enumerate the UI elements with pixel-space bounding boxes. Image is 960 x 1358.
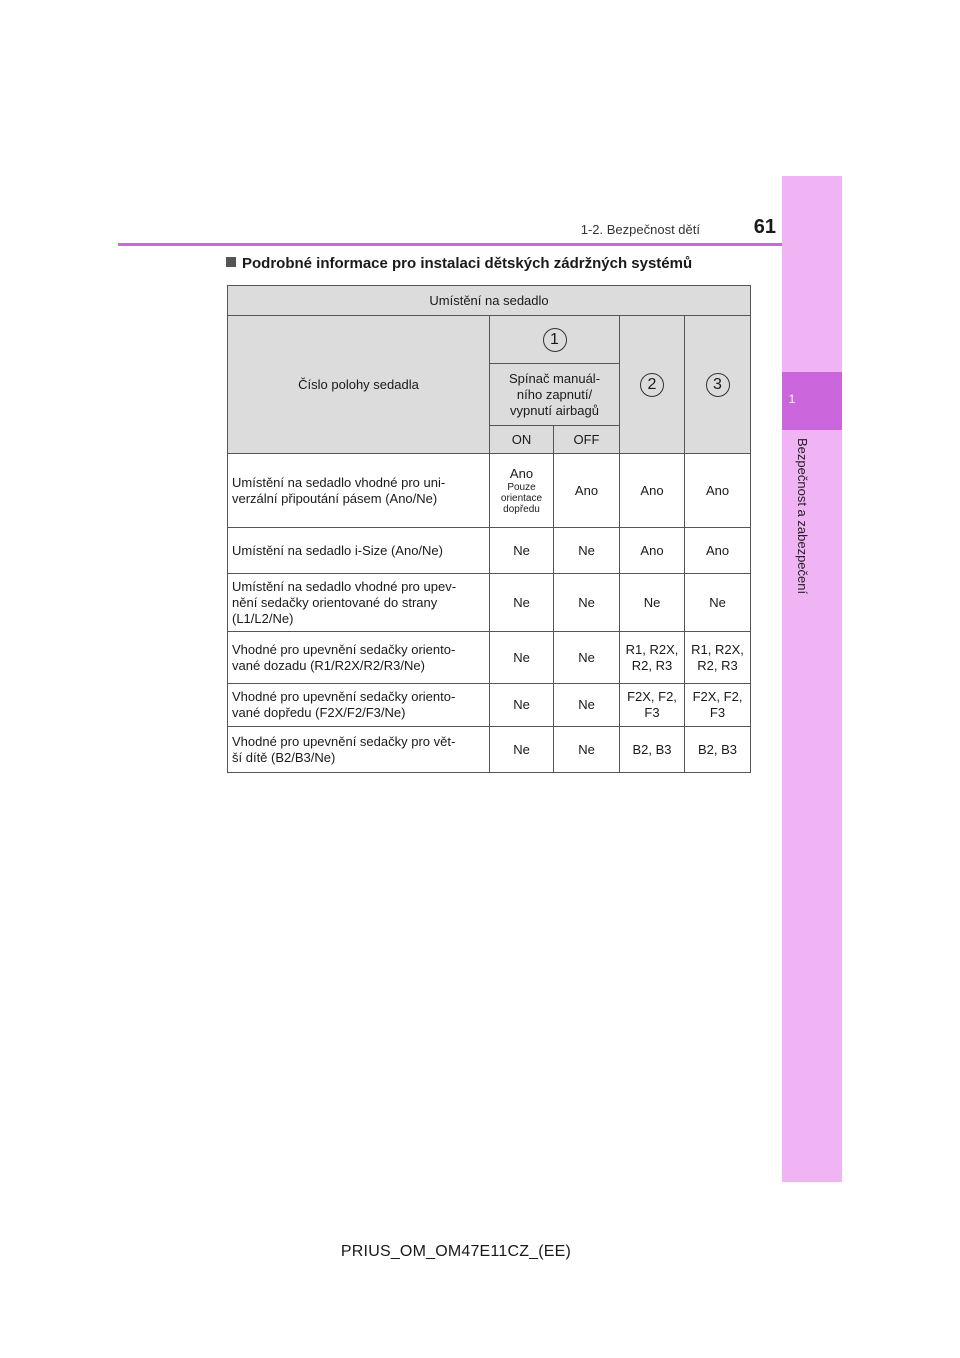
table-row	[228, 727, 751, 773]
off-cell: Ano	[554, 454, 620, 528]
table-row	[228, 574, 751, 632]
seat-3-cell: Ano	[685, 454, 751, 528]
chapter-side-tab	[782, 176, 842, 1182]
row-label: Umístění na sedadlo vhodné pro upev- nění sedačky orientované do strany (L1/L2/Ne)	[228, 574, 490, 632]
document-code-footer	[0, 1243, 960, 1261]
page-number: 61	[753, 216, 776, 238]
chapter-title: Bezpečnost a zabezpečení	[795, 438, 810, 595]
row-label: Umístění na sedadlo i-Size (Ano/Ne)	[228, 528, 490, 574]
table-row	[228, 632, 751, 684]
table-title: Umístění na sedadlo	[228, 286, 751, 316]
on-label: ON	[490, 426, 554, 454]
row-label: Vhodné pro upevnění sedačky pro vět- ší dítě (B2/B3/Ne)	[228, 727, 490, 773]
seat-2-cell: R1, R2X, R2, R3	[620, 632, 685, 684]
square-bullet-icon	[226, 257, 236, 267]
off-cell: Ne	[554, 528, 620, 574]
on-value: Ano	[509, 466, 534, 481]
seat-number-label: Číslo polohy sedadla	[228, 316, 490, 454]
on-cell	[490, 454, 554, 528]
seat-3-cell: R1, R2X, R2, R3	[685, 632, 751, 684]
table-row	[228, 684, 751, 727]
heading-text: Podrobné informace pro instalaci dětských zádržných systémů	[242, 255, 693, 272]
off-cell: Ne	[554, 727, 620, 773]
seat-2-header	[620, 316, 685, 454]
seat-3-header	[685, 316, 751, 454]
section-header: 1-2. Bezpečnost dětí	[580, 222, 700, 237]
on-cell: Ne	[490, 727, 554, 773]
child-seat-table	[227, 285, 751, 773]
seat-2-cell: Ne	[620, 574, 685, 632]
off-label: OFF	[554, 426, 620, 454]
seat-2-icon: 2	[640, 373, 664, 397]
table-row	[228, 454, 751, 528]
seat-2-cell: Ano	[620, 454, 685, 528]
row-label: Umístění na sedadlo vhodné pro uni- verzální připoutání pásem (Ano/Ne)	[228, 454, 490, 528]
seat-3-cell: Ano	[685, 528, 751, 574]
table-row	[228, 528, 751, 574]
on-cell: Ne	[490, 528, 554, 574]
seat-1-icon: 1	[543, 328, 567, 352]
off-cell: Ne	[554, 684, 620, 727]
section-heading	[226, 255, 766, 272]
airbag-switch-label: Spínač manuál- ního zapnutí/ vypnutí airbagů	[490, 364, 620, 426]
on-cell: Ne	[490, 684, 554, 727]
on-cell: Ne	[490, 632, 554, 684]
on-cell: Ne	[490, 574, 554, 632]
off-cell: Ne	[554, 574, 620, 632]
seat-2-cell: F2X, F2, F3	[620, 684, 685, 727]
row-label: Vhodné pro upevnění sedačky oriento- vané dopředu (F2X/F2/F3/Ne)	[228, 684, 490, 727]
seat-3-cell: B2, B3	[685, 727, 751, 773]
footer-text: PRIUS_OM_OM47E11CZ_(EE)	[340, 1243, 572, 1260]
seat-3-icon: 3	[706, 373, 730, 397]
row-label: Vhodné pro upevnění sedačky oriento- vané dozadu (R1/R2X/R2/R3/Ne)	[228, 632, 490, 684]
seat-2-cell: B2, B3	[620, 727, 685, 773]
seat-3-cell: Ne	[685, 574, 751, 632]
seat-2-cell: Ano	[620, 528, 685, 574]
header-divider	[118, 243, 782, 246]
seat-3-cell: F2X, F2, F3	[685, 684, 751, 727]
off-cell: Ne	[554, 632, 620, 684]
on-note: Pouze orientace dopředu	[500, 482, 543, 515]
seat-1-header	[490, 316, 620, 364]
chapter-number: 1	[788, 392, 796, 406]
